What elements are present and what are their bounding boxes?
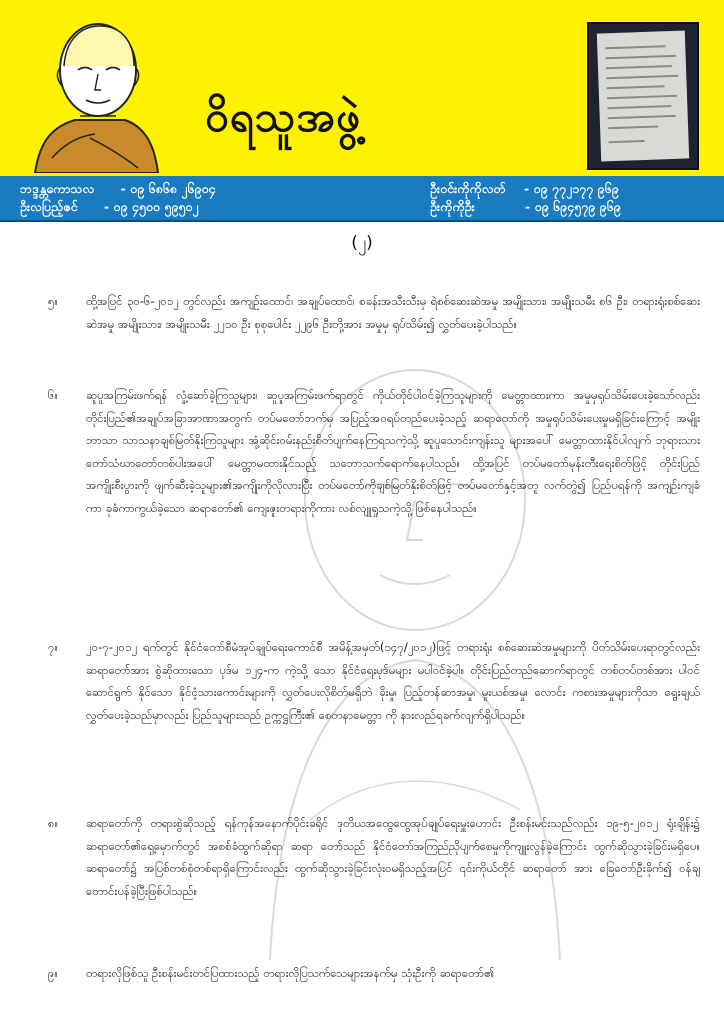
paragraph-6 <box>40 384 700 606</box>
paragraph-text: ၂၀-၇-၂၀၁၂ ရက်တွင် နိုင်ငံတော်စီမံအုပ်ချုပ်ရေးကောင်စီ အမိန့်အမှတ်(၁၄၇/၂၀၁၂)ဖြင့် တရားရုံး စစ်ဆေးဆဲအမှုများကို ပိတ်သိမ်းပေးရာတွင်လည်း ဆရာတော်အား စွဲဆိုထားသော ပုဒ်မ ၁၂၄-က ကဲ့သို့ သော နိုင်ငံရေးပုဒ်မများ မပါဝင်ခဲ့ပါ။ တိုင်းပြည်တည်ဆောက်ရာတွင် တစ်တပ်တစ်အား ပါဝင်ဆောင်ရွက် နိုင်သော နိုင်ငံ့သားကောင်းများကို လွှတ်ပေးလိုစိတ်မရှိဘဲ ခိုးမှု၊ ပြည့်တန်ဆာအမှု၊ မူးယစ်အမှု၊ လောင်း ကစားအမှုများကိုသာ ရွေးချယ်လွှတ်ပေးခဲ့သည်မှာလည်း ပြည်သူများသည် ဥက္ကဋ္ဌကြီး၏ စေတနာမေတ္တာ ကို နားလည်ရခက်လျက်ရှိပါသည်။ <box>86 640 700 722</box>
contact-4 <box>430 198 621 216</box>
paragraph-number: ၉။ <box>48 966 58 980</box>
paragraph-number: ၆။ <box>48 388 58 402</box>
contact-1-label: ဘဒ္ဒန္တကောသလ <box>20 181 95 196</box>
page-number: (၂) <box>351 233 373 253</box>
paragraph-text: ဆရာတော်ကို တရားစွဲဆိုသည့် ရန်ကုန်အနောက်ပိုင်းခရိုင် ဒုတိယအထွေထွေအုပ်ချုပ်ရေးမှူးဟောင်း ဦးစန်းမင်းသည်လည်း ၁၉-၅-၂၀၁၂ ရုံးချိန်း၌ ဆရာတော်၏ရှေ့မှောက်တွင် အစစ်ခံထွက်ဆိုရာ ဆရာ တော်သည် နိုင်ငံတော်အကြည်ညိုပျက်စေမှုကိုကျူးလွန်ခဲ့ကြောင်း ထွက်ဆိုသွားခဲ့ခြင်းမရှိပေ။ဆရာတော်၌ အပြစ်တစ်စုံတစ်ရာရှိကြောင်းလည်း ထွက်ဆိုသွားခဲ့ခြင်းလုံးဝမရှိသည့်အပြင် ၎င်းကိုယ်တိုင် ဆရာတော် အား ခြေတော်ဦးခိုက်၍ ဝန်ချတောင်းပန်ခဲ့ပြီးဖြစ်ပါသည်။ <box>86 816 700 898</box>
paragraph-8 <box>40 812 700 930</box>
paragraph-text: ဆူပူအကြမ်းဖက်ရန် လှုံ့ဆော်ခဲ့ကြသူများ၊ ဆူပူအကြမ်းဖက်ရာတွင် ကိုယ်တိုင်ပါဝင်ခဲ့ကြသူများကို မေတ္တာထားကာ အမှုမှရုပ်သိမ်းပေးခဲ့သော်လည်း တိုင်းပြည်၏အချုပ်အခြာအာဏာအတွက် တပ်မတော်ဘက်မှ အပြည့်အဝရပ်တည်ပေးခဲ့သည့် ဆရာတော်ကို အမှုရုပ်သိမ်းပေးမှုမရှိခြင်းကြောင့် အမျိုး ဘာသာ သာသနာချစ်မြတ်နိုးကြသူများ အုံ့ဆိုင်းဝမ်းနည်းစိတ်ပျက်နေကြရသကဲ့သို့ ဆူပူသောင်းကျန်းသူ များအပေါ် မေတ္တာထားနိုင်ပါလျက် ဘုရားသားတော်သံဃာတော်တစ်ပါးအပေါ် မေတ္တာမထားနိုင်သည့် သဘောသက်ရောက်နေပါသည်။ ထို့အပြင် တပ်မတော်မုန်းတီးရေးစိတ်ဖြင့် တိုင်းပြည်အကျိုးစီးပွားကို ဖျက်ဆီးခဲ့သူများ၏အကျိုးကိုလိုလားပြီး တပ်မတော်ကိုချစ်မြတ်နိုးစိတ်ဖြင့် တပ်မတော်နှင့်အတူ လက်တွဲ၍ ပြည်ပရန်ကို အကျဉ်းကျခံကာ ခုခံကာကွယ်ခဲ့သော ဆရာတော်၏ ကျေးဇူးတရားကိုကား လစ်လျူရှုသကဲ့သို့ ဖြစ်နေပါသည်။ <box>86 388 700 515</box>
contact-3-label: ဦးဝင်းကိုကိုလတ် <box>430 181 506 196</box>
organization-name: ဝိရသူအဖွဲ့ <box>205 92 361 141</box>
contact-4-label: ဦးကိုကိုဦး <box>430 199 475 214</box>
paragraph-9 <box>40 962 700 986</box>
paragraph-5 <box>40 290 700 360</box>
letterhead <box>0 0 724 178</box>
contact-2 <box>20 198 199 216</box>
contact-2-number: - ၀၉ ၄၅၀၀ ၅၉၅၀၂ <box>103 199 199 214</box>
photo-paper <box>597 31 689 162</box>
paragraph-number: ၅။ <box>48 294 58 308</box>
contact-3 <box>430 180 619 198</box>
paragraph-text: တရားလိုဖြစ်သူ ဦးစန်းမင်းတင်ပြထားသည့် တရားလိုပြသက်သေများအနက်မှ သုံးဦးကို ဆရာတော်၏ <box>86 966 495 980</box>
contact-3-number: - ၀၉ ၇၇၂၁၇၇ ၉၆၉ <box>523 181 619 196</box>
document-photo <box>587 22 699 170</box>
paragraph-7 <box>40 636 700 772</box>
contact-2-label: ဦးလပြည့်ဇင် <box>20 199 78 214</box>
contact-1-number: - ၀၉ ၆၈၆၈ ၂၆၉၀၄ <box>120 181 216 196</box>
monk-portrait-illustration <box>30 8 160 173</box>
contact-bar <box>0 176 724 222</box>
contact-4-number: - ၀၉ ၆၉၄၅၇၉ ၉၆၉ <box>525 199 621 214</box>
contact-1 <box>20 180 216 198</box>
paragraph-number: ၇။ <box>48 640 58 654</box>
paragraph-number: ၈။ <box>48 816 59 830</box>
paragraph-text: ထို့အပြင် ၃၀-၆-၂၀၁၂ တွင်လည်း အကျဉ်းထောင်၊ အချုပ်ထောင်၊ စခန်းအသီးသီးမှ ရဲစစ်ဆေးဆဲအမှု အမျိုးသား၊ အမျိုးသမီး ၈၆ ဦး၊ တရားရုံးစစ်ဆေးဆဲအမှု အမျိုးသား၊ အမျိုးသမီး ၂၂၁၀ ဦး စုစုပေါင်း ၂၂၉၆ ဦးတို့အား အမှုမှ ရုပ်သိမ်း၍ လွှတ်ပေးခဲ့ပါသည်။ <box>86 294 700 331</box>
